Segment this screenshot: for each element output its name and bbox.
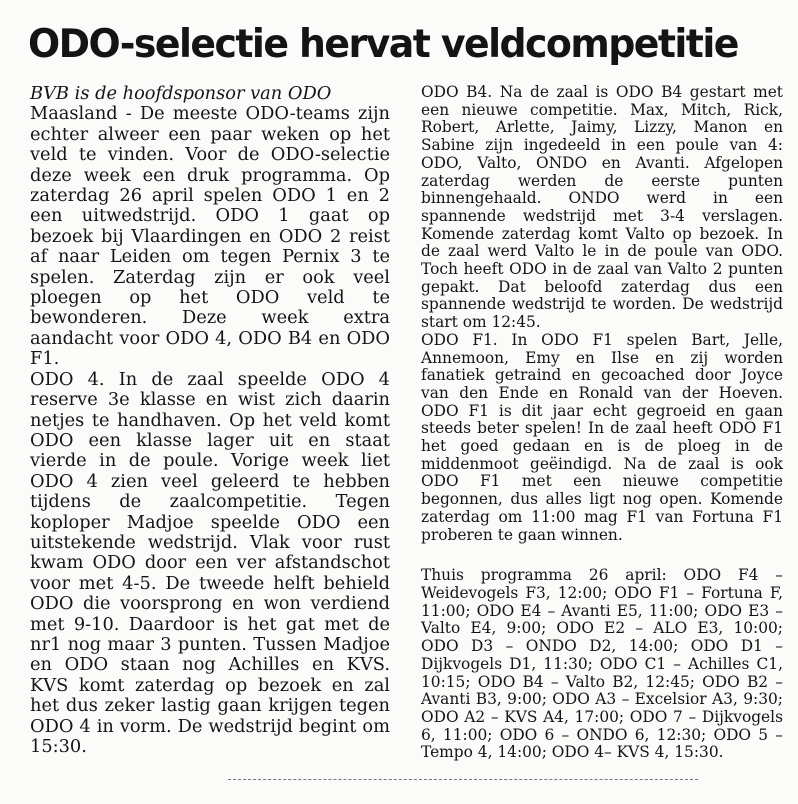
article-column-left <box>30 84 390 757</box>
paragraph-odo4: ODO 4. In de zaal speelde ODO 4 reserve 3e klasse en wist zich daarin netjes te handhaven. Op het veld komt ODO een klasse lager uit en staat vierde in de poule. Vorige week liet ODO 4 zien veel geleerd te hebben tijdens de zaalcompetitie. Tegen koploper Madjoe speelde ODO een uitstekende wedstrijd. Vlak voor rust kwam ODO door een ver afstandschot voor met 4-5. De tweede helft behield ODO die voorsprong en won verdiend met 9-10. Daardoor is het gat met de nr1 nog maar 3 punten. Tussen Madjoe en ODO staan nog Achilles en KVS. KVS komt zaterdag op bezoek en zal het dus zeker lastig gaan krijgen tegen ODO 4 in vorm. De wedstrijd begint om 15:30. <box>30 368 390 757</box>
home-programme: Thuis programma 26 april: ODO F4 – Weidevogels F3, 12:00; ODO F1 – Fortuna F, 11:00; ODO E4 – Avanti E5, 11:00; ODO E3 – Valto E4, 9:00; ODO E2 – ALO E3, 10:00; ODO D3 – ONDO D2, 14:00; ODO D1 – Dijkvogels D1, 11:30; ODO C1 – Achilles C1, 10:15; ODO B4 – Valto B2, 12:45; ODO B2 – Avanti B3, 9:00; ODO A3 – Excelsior A3, 9:30; ODO A2 – KVS A4, 17:00; ODO 7 – Dijkvogels 6, 11:00; ODO 6 – ONDO 6, 12:30; ODO 5 – Tempo 4, 14:00; ODO 4– KVS 4, 15:30. <box>421 566 783 762</box>
paragraph-odob4-continued: ODO B4. Na de zaal is ODO B4 gestart met een nieuwe competitie. Max, Mitch, Rick, Robert, Arlette, Jaimy, Lizzy, Manon en Sabine zijn ingedeeld in een poule van 4: ODO, Valto, ONDO en Avanti. Afgelopen zaterdag werden de eerste punten binnengehaald. ONDO werd in een spannende wedstrijd met 3-4 verslagen. Komende zaterdag komt Valto op bezoek. In de zaal werd Valto le in de poule van ODO. Toch heeft ODO in de zaal van Valto 2 punten gepakt. Dat beloofd zaterdag dus een spannende wedstrijd te worden. De wedstrijd start om 12:45. <box>421 83 783 332</box>
article-column-right <box>421 84 783 762</box>
sponsor-line: BVB is de hoofdsponsor van ODO <box>30 83 332 104</box>
bottom-dashed-rule <box>228 779 698 780</box>
headline: ODO-selectie hervat veldcompetitie <box>28 22 738 67</box>
paragraph-intro: Maasland - De meeste ODO-teams zijn echter alweer een paar weken op het veld te vinden. Voor de ODO-selectie deze week een druk programma. Op zaterdag 26 april spelen ODO 1 en 2 een uitwedstrijd. ODO 1 gaat op bezoek bij Vlaardingen en ODO 2 reist af naar Leiden om tegen Pernix 3 te spelen. Zaterdag zijn er ook veel ploegen op het ODO veld te bewonderen. Deze week extra aandacht voor ODO 4, ODO B4 en ODO F1. <box>30 103 390 370</box>
paragraph-odof1: ODO F1. In ODO F1 spelen Bart, Jelle, Annemoon, Emy en Ilse en zij worden fanatiek getraind en gecoached door Joyce van den Ende en Ronald van der Hoeven. ODO F1 is dit jaar echt gegroeid en gaan steeds beter spelen! In de zaal heeft ODO F1 het goed gedaan en is de ploeg in de middenmoot geëindigd. Na de zaal is ook ODO F1 met een nieuwe competitie begonnen, dus alles ligt nog open. Komende zaterdag om 11:00 mag F1 van Fortuna F1 proberen te gaan winnen. <box>421 330 783 544</box>
